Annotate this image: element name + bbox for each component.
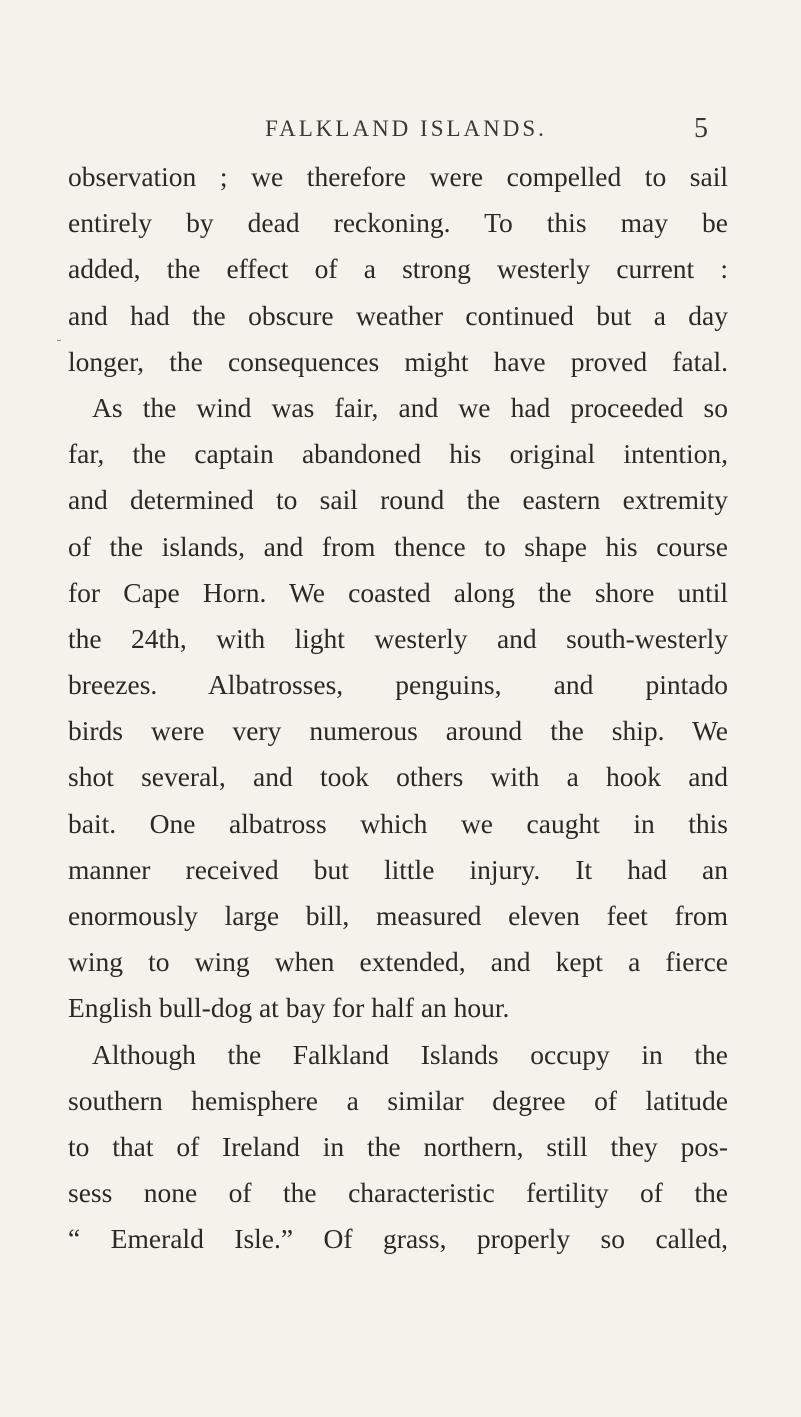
text-line: enormously large bill, measured eleven feet from (68, 900, 728, 931)
text-line: southern hemisphere a similar degree of latitude (68, 1084, 728, 1116)
text-line: entirely by dead reckoning. To this may be (68, 207, 728, 239)
text-line: observation ; we therefore were compelled to sail (68, 161, 728, 192)
text-line: and determined to sail round the eastern extremity (68, 484, 728, 516)
text-line: bait. One albatross which we caught in this (68, 807, 728, 839)
text-line: for Cape Horn. We coasted along the shore until (68, 576, 728, 608)
text-line: wing to wing when extended, and kept a fierce (68, 946, 728, 978)
text-line: the 24th, with light westerly and south-westerly (68, 622, 728, 654)
text-line: “ Emerald Isle.” Of grass, properly so called, (68, 1223, 728, 1255)
running-title: FALKLAND ISLANDS. (265, 116, 547, 141)
text-line: and had the obscure weather continued but a day (68, 299, 728, 331)
text-line: English bull-dog at bay for half an hour. (68, 992, 510, 1024)
text-line: far, the captain abandoned his original intention, (68, 438, 728, 470)
body-text (68, 154, 728, 1263)
text-line: manner received but little injury. It had an (68, 853, 728, 885)
running-head (96, 113, 716, 152)
text-line: Although the Falkland Islands occupy in the (92, 1038, 728, 1070)
text-line: to that of Ireland in the northern, still they pos- (68, 1130, 728, 1162)
text-line: shot several, and took others with a hook and (68, 761, 728, 793)
text-line: longer, the consequences might have proved fatal. (68, 345, 728, 377)
text-line: of the islands, and from thence to shape his course (68, 530, 728, 562)
page-number: 5 (694, 113, 708, 144)
text-line: sess none of the characteristic fertility of the (68, 1177, 728, 1209)
text-line: breezes. Albatrosses, penguins, and pintado (68, 669, 728, 701)
text-line: birds were very numerous around the ship. We (68, 715, 728, 747)
text-line: added, the effect of a strong westerly current : (68, 253, 728, 285)
text-line: As the wind was fair, and we had proceeded so (92, 391, 728, 423)
paper-speck (57, 340, 61, 341)
